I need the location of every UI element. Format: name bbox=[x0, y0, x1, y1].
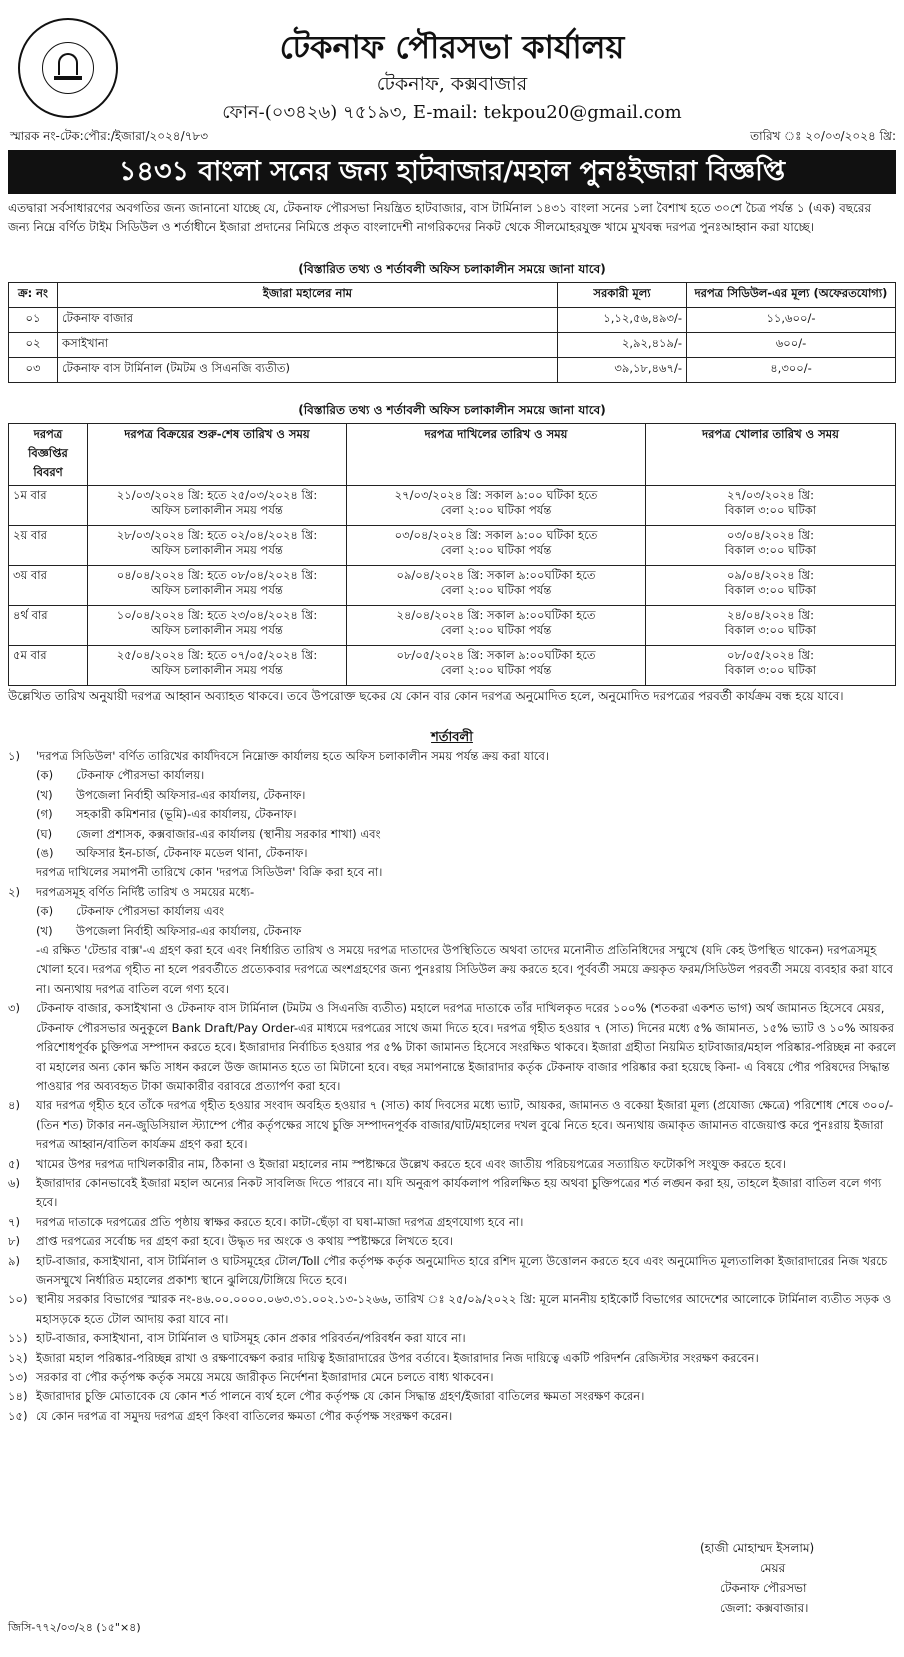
office-location: টেকনাফ, কক্সবাজার bbox=[376, 73, 528, 95]
condition-text: যে কোন দরপত্র বা সমুদয় দরপত্র গ্রহণ কিংবা বাতিলের ক্ষমতা পৌর কর্তৃপক্ষ সংরক্ষণ করেন। bbox=[36, 1408, 453, 1423]
condition-item bbox=[8, 883, 896, 902]
sub-item bbox=[8, 786, 896, 805]
opening-time: বিকাল ৩:০০ ঘটিকা bbox=[724, 583, 817, 597]
condition-number: ৩) bbox=[8, 1001, 21, 1016]
condition-text: ইজারা মহাল পরিষ্কার-পরিচ্ছন্ন রাখা ও রক্ষণাবেক্ষণ করার দায়িত্ব ইজারাদারের উপর বর্তাবে। ইজারাদার নিজ দায়িত্বে একটি পরিদর্শন রেজিস্টার সংরক্ষণ করবেন। bbox=[36, 1350, 759, 1365]
col-govt-price: সরকারী মূল্য bbox=[558, 283, 687, 308]
cell-sale bbox=[88, 526, 347, 566]
signatory-org: টেকনাফ পৌরসভা bbox=[720, 1581, 807, 1595]
sub-label: (ক) bbox=[36, 904, 54, 919]
opening-time: বিকাল ৩:০০ ঘটিকা bbox=[724, 503, 817, 517]
sale-dates: ০৪/০৪/২০২৪ খ্রি: হতে ০৮/০৪/২০২৪ খ্রি: bbox=[116, 568, 318, 582]
condition-number: ৮) bbox=[8, 1234, 21, 1249]
cell-round: ৪র্থ বার bbox=[9, 606, 88, 646]
cell-opening bbox=[646, 486, 896, 526]
sub-item bbox=[8, 844, 896, 863]
cell-sale bbox=[88, 646, 347, 686]
condition-item bbox=[8, 1232, 896, 1251]
opening-date: ০৩/০৪/২০২৪ খ্রি: bbox=[727, 528, 814, 542]
cell-serial: ০৩ bbox=[9, 358, 58, 383]
condition-item bbox=[8, 1329, 896, 1348]
condition-tail: দরপত্র দাখিলের সমাপনী তারিখে কোন 'দরপত্র সিডিউল' বিক্রি করা হবে না। bbox=[36, 865, 383, 880]
signatory-name: (হাজী মোহাম্মদ ইসলাম) bbox=[700, 1541, 815, 1555]
cell-schedule-price: ৬০০/- bbox=[687, 333, 896, 358]
condition-text: ইজারাদার চুক্তি মোতাবেক যে কোন শর্ত পালনে ব্যর্থ হলে পৌর কর্তৃপক্ষ যে কোন সিদ্ধান্ত গ্রহণ/ইজারা বাতিলের ক্ষমতা সংরক্ষণ করেন। bbox=[36, 1389, 645, 1404]
conditions-heading: শর্তাবলী bbox=[431, 730, 473, 745]
condition-number: ১৩) bbox=[8, 1370, 28, 1384]
sale-time: অফিস চলাকালীন সময় পর্যন্ত bbox=[151, 503, 283, 517]
condition-item bbox=[8, 1387, 896, 1406]
cell-govt-price: ২,৯২,৪১৯/- bbox=[558, 333, 687, 358]
signatory-title: মেয়র bbox=[760, 1561, 786, 1575]
cell-sale bbox=[88, 566, 347, 606]
cell-round: ২য় বার bbox=[9, 526, 88, 566]
cell-round: ৩য় বার bbox=[9, 566, 88, 606]
submission-time: বেলা ২:০০ ঘটিকা পর্যন্ত bbox=[440, 663, 552, 677]
opening-date: ০৮/০৫/২০২৪ খ্রি: bbox=[727, 648, 814, 662]
opening-date: ২৭/০৩/২০২৪ খ্রি: bbox=[727, 488, 814, 502]
condition-number: ৬) bbox=[8, 1175, 21, 1190]
cell-govt-price: ৩৯,১৮,৪৬৭/- bbox=[558, 358, 687, 383]
cell-submission bbox=[347, 486, 646, 526]
schedule-table bbox=[8, 423, 896, 686]
col-round: দরপত্র বিজ্ঞপ্তির বিবরণ bbox=[9, 424, 88, 486]
cell-name: কসাইখানা bbox=[58, 333, 558, 358]
sub-text: জেলা প্রশাসক, কক্সবাজার-এর কার্যালয় (স্থানীয় সরকার শাখা) এবং bbox=[76, 826, 381, 841]
sale-time: অফিস চলাকালীন সময় পর্যন্ত bbox=[151, 543, 283, 557]
cell-govt-price: ১,১২,৫৬,৪৯৩/- bbox=[558, 308, 687, 333]
opening-time: বিকাল ৩:০০ ঘটিকা bbox=[724, 543, 817, 557]
sub-label: (খ) bbox=[36, 923, 53, 938]
condition-item bbox=[8, 1349, 896, 1368]
sub-label: (ঙ) bbox=[36, 846, 54, 861]
submission-date: ০৮/০৫/২০২৪ খ্রি: সকাল ৯:০০ঘটিকা হতে bbox=[396, 648, 596, 662]
condition-item bbox=[8, 1155, 896, 1174]
condition-text: হাট-বাজার, কসাইখানা, বাস টার্মিনাল ও ঘাটসমূহের টোল/Toll পৌর কর্তৃপক্ষ কর্তৃক অনুমোদিত হারে রশিদ মূল্যে উত্তোলন করতে হবে এবং অনুমোদিত মূল্যতালিকা ইজারাদারের নিজ খরচে জনসম্মুখে নির্ধারিত মহালের প্রকাশ্য স্থানে ঝুলিয়ে/টাঙ্গিয়ে দিতে হবে। bbox=[36, 1253, 888, 1287]
condition-item bbox=[8, 1407, 896, 1426]
condition-item bbox=[8, 747, 896, 766]
sub-label: (গ) bbox=[36, 807, 53, 822]
table-row bbox=[9, 606, 896, 646]
condition-tail: -এ রক্ষিত 'টেন্ডার বাক্স'-এ গ্রহণ করা হবে এবং নির্ধারিত তারিখ ও সময়ে দরপত্র দাতাদের উপস্থিতিতে অথবা তাদের মনোনীত প্রতিনিধিদের সম্মুখে (যদি কেহ উপস্থিত থাকেন) দরপত্রসমূহ খোলা হবে। দরপত্র গৃহীত না হলে পরবর্তীতে প্রত্যেকবার দরপত্রে অংশগ্রহণের জন্য পুনঃরায় সিডিউল ক্রয় করতে হবে। পূর্ববর্তী সময়ে ক্রয়কৃত ফরম/সিডিউল পরবর্তী সময়ে ব্যবহার করা যাবে না। অন্যথায় দরপত্র বাতিল বলে গণ্য হবে। bbox=[36, 943, 893, 996]
table-header-row bbox=[9, 283, 896, 308]
cell-round: ৫ম বার bbox=[9, 646, 88, 686]
footer-code: জিসি-৭৭২/০৩/২৪ (১৫"×৪) bbox=[8, 1621, 141, 1634]
condition-item bbox=[8, 1174, 896, 1213]
condition-item bbox=[8, 1368, 896, 1387]
condition-number: ১) bbox=[8, 749, 21, 763]
conditions-list bbox=[8, 747, 896, 1426]
sale-dates: ১০/০৪/২০২৪ খ্রি: হতে ২৩/০৪/২০২৪ খ্রি: bbox=[116, 608, 318, 622]
sub-label: (ক) bbox=[36, 768, 54, 783]
sub-item bbox=[8, 902, 896, 921]
condition-text: 'দরপত্র সিডিউল' বর্ণিত তারিখের কার্যদিবসে নিম্নোক্ত কার্যালয় হতে অফিস চলাকালীন সময় পর্যন্ত ক্রয় করা যাবে। bbox=[36, 749, 550, 763]
condition-text: হাট-বাজার, কসাইখানা, বাস টার্মিনাল ও ঘাটসমূহ কোন প্রকার পরিবর্তন/পরিবর্ধন করা যাবে না। bbox=[36, 1331, 466, 1346]
sale-dates: ২৮/০৩/২০২৪ খ্রি: হতে ০২/০৪/২০২৪ খ্রি: bbox=[116, 528, 318, 542]
col-name: ইজারা মহালের নাম bbox=[58, 283, 558, 308]
cell-submission bbox=[347, 526, 646, 566]
sale-dates: ২৫/০৪/২০২৪ খ্রি: হতে ০৭/০৫/২০২৪ খ্রি: bbox=[116, 648, 318, 662]
condition-number: ১১) bbox=[8, 1331, 28, 1346]
sale-time: অফিস চলাকালীন সময় পর্যন্ত bbox=[151, 623, 283, 637]
sub-item bbox=[8, 825, 896, 844]
sale-dates: ২১/০৩/২০২৪ খ্রি: হতে ২৫/০৩/২০২৪ খ্রি: bbox=[116, 488, 318, 502]
condition-number: ২) bbox=[8, 884, 21, 899]
condition-number: ৫) bbox=[8, 1156, 21, 1171]
table-row bbox=[9, 566, 896, 606]
cell-opening bbox=[646, 606, 896, 646]
col-submission: দরপত্র দাখিলের তারিখ ও সময় bbox=[347, 424, 646, 486]
notice-date: তারিখ ঃ ২০/০৩/২০২৪ খ্রি: bbox=[750, 129, 896, 143]
condition-text: টেকনাফ বাজার, কসাইখানা ও টেকনাফ বাস টার্মিনাল (টমটম ও সিএনজি ব্যতীত) মহালে দরপত্র দাতাকে তাঁর দাখিলকৃত দরের ১০০% (শতকরা একশত ভাগ) অর্থ জামানত হিসেবে মেয়র, টেকনাফ পৌরসভার অনুকূলে Bank Draft/Pay Order-এর মাধ্যমে দরপত্রের সাথে জমা দিতে হবে। দরপত্র গৃহীত হওয়ার ৭ (সাত) দিনের মধ্যে ৫% জামানত, ১৫% ভ্যাট ও ১০% আয়কর পরিশোধপূর্বক চুক্তিপত্র সম্পাদন করতে হবে। ইজারাদার নির্বাচিত হওয়ার পর ৫% টাকা জামানত হিসেবে সংরক্ষিত থাকবে। ইজারা গ্রহীতা নিয়মিত হাটবাজার/মহাল পরিষ্কার-পরিচ্ছন্ন না করলে বা মহালের অন্য কোন ক্ষতি সাধন করলে উক্ত জামানত হতে তা মিটানো হবে। বছর সমাপনান্তে ইজারাদার কর্তৃক টেকনাফ বাজার পরিষ্কার করা হয়েছে কিনা- এ বিষয়ে পৌর পরিষদের সিদ্ধান্ত পাওয়ার পর অব্যবহৃত টাকা জমাকারীর বরাবরে প্রত্যার্পণ করা হবে। bbox=[36, 1001, 896, 1093]
submission-date: ২৪/০৪/২০২৪ খ্রি: সকাল ৯:০০ঘটিকা হতে bbox=[396, 608, 596, 622]
condition-item bbox=[8, 1252, 896, 1291]
sub-text: টেকনাফ পৌরসভা কার্যালয়। bbox=[76, 768, 205, 783]
cell-submission bbox=[347, 566, 646, 606]
condition-text: যার দরপত্র গৃহীত হবে তাঁকে দরপত্র গৃহীত হওয়ার সংবাদ অবহিত হওয়ার ৭ (সাত) কার্য দিবসের মধ্যে ভ্যাট, আয়কর, জামানত ও বকেয়া ইজারা মূল্য (প্রযোজ্য ক্ষেত্রে) পরিশোধ শেষে ৩০০/- (তিন শত) টাকার নন-জুডিসিয়াল স্ট্যাম্পে পৌর কর্তৃপক্ষের সাথে চুক্তি সম্পাদনপূর্বক বাজার/ঘাট/মহালের দখল বুঝে নিতে হবে। অন্যথায় জমাকৃত জামানত বাজেয়াপ্ত করে পুনঃরায় ইজারা দরপত্র আহ্বান/বাতিল কার্যক্রম গ্রহণ করা হবে। bbox=[36, 1098, 894, 1152]
info-note-1: (বিস্তারিত তথ্য ও শর্তাবলী অফিস চলাকালীন সময়ে জানা যাবে) bbox=[298, 262, 606, 276]
signature-block bbox=[700, 1538, 814, 1618]
sale-time: অফিস চলাকালীন সময় পর্যন্ত bbox=[151, 583, 283, 597]
table-row bbox=[9, 358, 896, 383]
cell-schedule-price: ৪,৩০০/- bbox=[687, 358, 896, 383]
opening-date: ২৪/০৪/২০২৪ খ্রি: bbox=[727, 608, 814, 622]
condition-number: ১৪) bbox=[8, 1389, 28, 1404]
cell-name: টেকনাফ বাজার bbox=[58, 308, 558, 333]
info-note-2: (বিস্তারিত তথ্য ও শর্তাবলী অফিস চলাকালীন সময়ে জানা যাবে) bbox=[298, 403, 606, 417]
sub-label: (ঘ) bbox=[36, 826, 53, 841]
cell-opening bbox=[646, 526, 896, 566]
condition-number: ১২) bbox=[8, 1350, 28, 1365]
sub-text: টেকনাফ পৌরসভা কার্যালয় এবং bbox=[76, 904, 225, 919]
condition-item bbox=[8, 1290, 896, 1329]
sub-item bbox=[8, 766, 896, 785]
col-opening: দরপত্র খোলার তারিখ ও সময় bbox=[646, 424, 896, 486]
condition-text: সরকার বা পৌর কর্তৃপক্ষ কর্তৃক সময়ে সময়ে জারীকৃত নির্দেশনা ইজারাদার মেনে চলতে বাধ্য থাকবেন। bbox=[36, 1370, 494, 1384]
condition-text: দরপত্র দাতাকে দরপত্রের প্রতি পৃষ্ঠায় স্বাক্ষর করতে হবে। কাটা-ছেঁড়া বা ঘষা-মাজা দরপত্র গ্রহণযোগ্য হবে না। bbox=[36, 1214, 524, 1229]
sale-time: অফিস চলাকালীন সময় পর্যন্ত bbox=[151, 663, 283, 677]
cell-serial: ০২ bbox=[9, 333, 58, 358]
col-schedule-price: দরপত্র সিডিউল-এর মূল্য (অফেরতযোগ্য) bbox=[687, 283, 896, 308]
office-contact: ফোন-(০৩৪২৬) ৭৫১৯৩, E-mail: tekpou20@gmail.com bbox=[222, 102, 682, 123]
condition-item bbox=[8, 1213, 896, 1232]
submission-time: বেলা ২:০০ ঘটিকা পর্যন্ত bbox=[440, 623, 552, 637]
sub-text: উপজেলা নির্বাহী অফিসার-এর কার্যালয়, টেকনাফ। bbox=[76, 787, 306, 802]
office-title: টেকনাফ পৌরসভা কার্যালয় bbox=[279, 28, 625, 66]
memo-number: স্মারক নং-টেক:পৌর:/ইজারা/২০২৪/৭৮৩ bbox=[10, 129, 209, 143]
condition-text: দরপত্রসমূহ বর্ণিত নির্দিষ্ট তারিখ ও সময়ের মধ্যে- bbox=[36, 884, 255, 899]
condition-text: খামের উপর দরপত্র দাখিলকারীর নাম, ঠিকানা ও ইজারা মহালের নাম স্পষ্টাক্ষরে উল্লেখ করতে হবে এবং জাতীয় পরিচয়পত্রের সত্যায়িত ফটোকপি সংযুক্ত করতে হবে। bbox=[36, 1156, 786, 1171]
post-table-paragraph: উল্লেখিত তারিখ অনুযায়ী দরপত্র আহ্বান অব্যাহত থাকবে। তবে উপরোক্ত ছকের যে কোন বার কোন দরপত্র অনুমোদিত হলে, অনুমোদিত দরপত্রের পরবর্তী কার্যক্রম বন্ধ হয়ে যাবে। bbox=[8, 689, 844, 703]
cell-serial: ০১ bbox=[9, 308, 58, 333]
table-header-row bbox=[9, 424, 896, 486]
submission-time: বেলা ২:০০ ঘটিকা পর্যন্ত bbox=[440, 583, 552, 597]
condition-number: ৪) bbox=[8, 1098, 21, 1113]
sub-item bbox=[8, 805, 896, 824]
table-row bbox=[9, 333, 896, 358]
table-row bbox=[9, 646, 896, 686]
condition-item bbox=[8, 999, 896, 1096]
cell-opening bbox=[646, 566, 896, 606]
table-row bbox=[9, 308, 896, 333]
opening-time: বিকাল ৩:০০ ঘটিকা bbox=[724, 663, 817, 677]
condition-item bbox=[8, 1096, 896, 1154]
sub-text: অফিসার ইন-চার্জ, টেকনাফ মডেল থানা, টেকনাফ। bbox=[76, 846, 308, 861]
cell-name: টেকনাফ বাস টার্মিনাল (টমটম ও সিএনজি ব্যতীত) bbox=[58, 358, 558, 383]
sub-label: (খ) bbox=[36, 787, 53, 802]
signatory-district: জেলা: কক্সবাজার। bbox=[720, 1601, 809, 1615]
table-row bbox=[9, 526, 896, 566]
cell-round: ১ম বার bbox=[9, 486, 88, 526]
sub-text: উপজেলা নির্বাহী অফিসার-এর কার্যালয়, টেকনাফ bbox=[76, 923, 302, 938]
cell-opening bbox=[646, 646, 896, 686]
condition-number: ৭) bbox=[8, 1214, 21, 1229]
cell-schedule-price: ১১,৬০০/- bbox=[687, 308, 896, 333]
cell-sale bbox=[88, 606, 347, 646]
opening-time: বিকাল ৩:০০ ঘটিকা bbox=[724, 623, 817, 637]
notice-banner: ১৪৩১ বাংলা সনের জন্য হাটবাজার/মহাল পুনঃইজারা বিজ্ঞপ্তি bbox=[8, 150, 896, 194]
sub-item bbox=[8, 922, 896, 941]
condition-number: ১০) bbox=[8, 1292, 28, 1307]
col-sale-period: দরপত্র বিক্রয়ের শুরু-শেষ তারিখ ও সময় bbox=[88, 424, 347, 486]
submission-time: বেলা ২:০০ ঘটিকা পর্যন্ত bbox=[440, 503, 552, 517]
submission-time: বেলা ২:০০ ঘটিকা পর্যন্ত bbox=[440, 543, 552, 557]
opening-date: ০৯/০৪/২০২৪ খ্রি: bbox=[727, 568, 814, 582]
submission-date: ০৯/০৪/২০২৪ খ্রি: সকাল ৯:০০ঘটিকা হতে bbox=[396, 568, 596, 582]
condition-text: প্রাপ্ত দরপত্রের সর্বোচ্চ দর গ্রহণ করা হবে। উদ্ধৃত দর অংকে ও কথায় স্পষ্টাক্ষরে লিখতে হবে। bbox=[36, 1234, 454, 1249]
cell-submission bbox=[347, 606, 646, 646]
table-row bbox=[9, 486, 896, 526]
lease-items-table bbox=[8, 282, 896, 383]
submission-date: ২৭/০৩/২০২৪ খ্রি: সকাল ৯:০০ ঘটিকা হতে bbox=[394, 488, 598, 502]
submission-date: ০৩/০৪/২০২৪ খ্রি: সকাল ৯:০০ ঘটিকা হতে bbox=[394, 528, 598, 542]
col-serial: ক্র: নং bbox=[9, 283, 58, 308]
sub-text: সহকারী কমিশনার (ভূমি)-এর কার্যালয়, টেকনাফ। bbox=[76, 807, 297, 822]
intro-paragraph: এতদ্বারা সর্বসাধারণের অবগতির জন্য জানানো যাচ্ছে যে, টেকনাফ পৌরসভা নিয়ন্ত্রিত হাটবাজার, বাস টার্মিনাল ১৪৩১ বাংলা সনের ১লা বৈশাখ হতে ৩০শে চৈত্র পর্যন্ত ১ (এক) বছরের জন্য নিম্নে বর্ণিত টাইম সিডিউল ও শর্তাধীনে ইজারা প্রদানের নিমিত্তে প্রকৃত বাংলাদেশী নাগরিকদের নিকট থেকে সীলমোহরযুক্ত খামে মুখবন্ধ দরপত্র পুনঃআহ্বান করা যাচ্ছে। bbox=[8, 201, 872, 234]
condition-text: স্থানীয় সরকার বিভাগের স্মারক নং-৪৬.০০.০০০০.০৬৩.৩১.০০২.১৩-১২৬৬, তারিখ ঃ ২৫/০৯/২০২২ খ্রি: মূলে মাননীয় হাইকোর্ট বিভাগের আদেশের আলোকে টার্মিনাল ব্যতীত সড়ক ও মহাসড়কে হতে টোল আদায় করা যাবে না। bbox=[36, 1292, 892, 1326]
condition-text: ইজারাদার কোনভাবেই ইজারা মহাল অন্যের নিকট সাবলিজ দিতে পারবে না। যদি অনুরূপ কার্যকলাপ পরিলক্ষিত হয় অথবা চুক্তিপত্রের শর্ত লঙ্ঘন করা হয়, তাহলে ইজারা বাতিল বলে গণ্য হবে। bbox=[36, 1175, 882, 1210]
condition-number: ৯) bbox=[8, 1253, 21, 1268]
cell-sale bbox=[88, 486, 347, 526]
condition-number: ১৫) bbox=[8, 1408, 28, 1423]
cell-submission bbox=[347, 646, 646, 686]
